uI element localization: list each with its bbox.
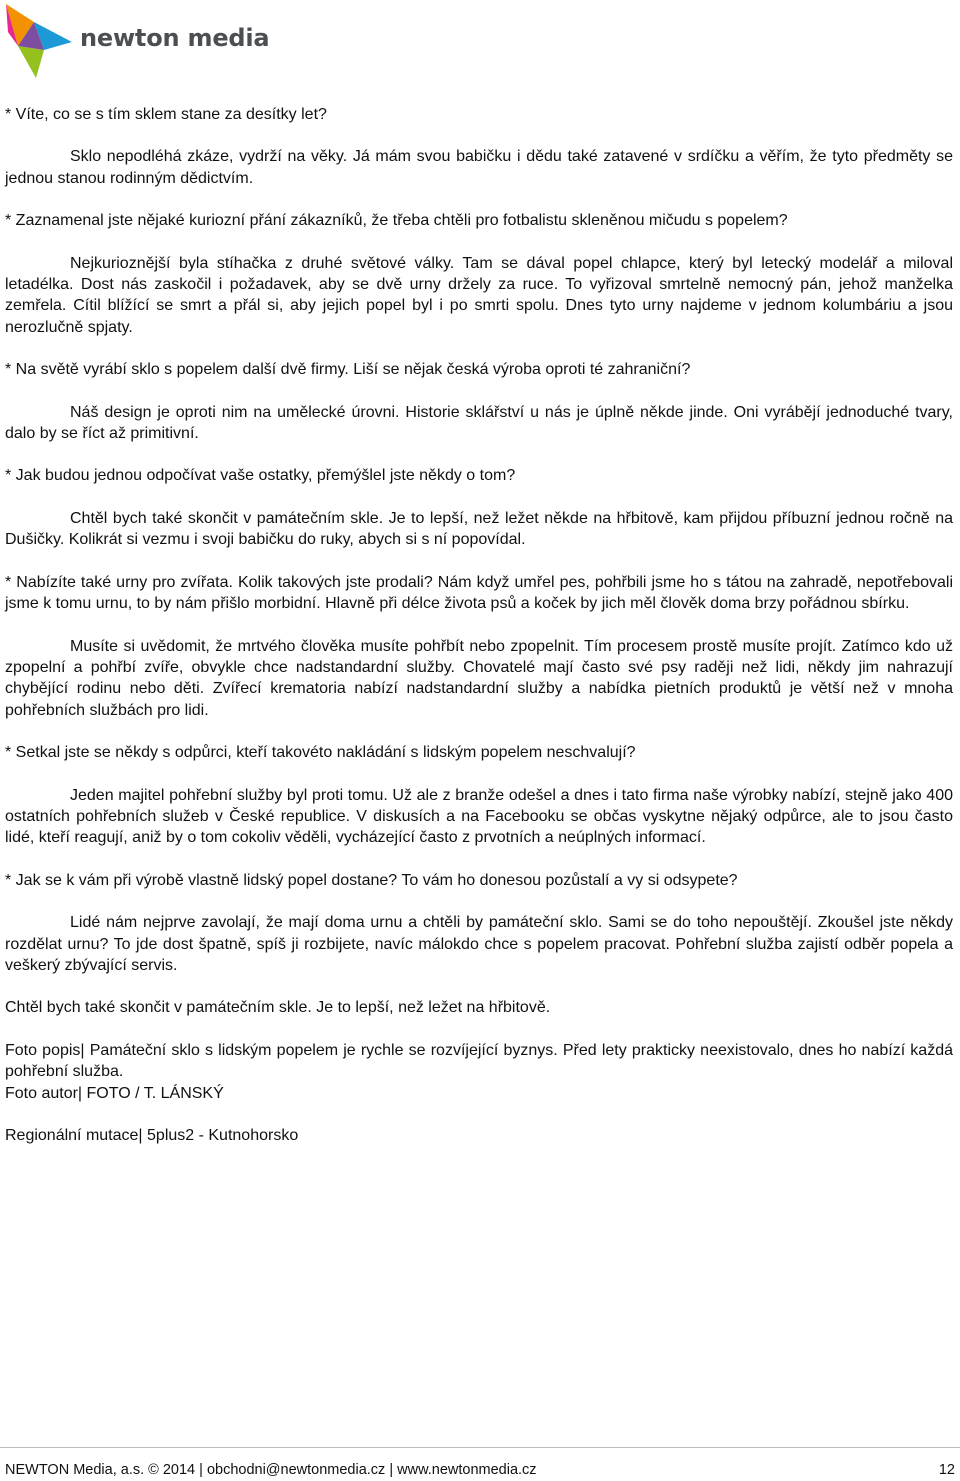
- question-paragraph: * Jak se k vám při výrobě vlastně lidský popel dostane? To vám ho donesou pozůstalí a vy si odsypete?: [5, 871, 738, 889]
- answer-paragraph: Lidé nám nejprve zavolají, že mají doma urnu a chtěli by památeční sklo. Sami se do toho nepouštějí. Zkoušel jste někdy rozdělat urnu? To jde dost špatně, spíš ji rozbijete, navíc málokdo chce s popelem pracovat. Pohřební služba zajistí odběr popela a veškerý zbývající servis.: [5, 914, 953, 974]
- question-paragraph: * Jak budou jednou odpočívat vaše ostatky, přemýšlel jste někdy o tom?: [5, 467, 516, 485]
- newton-media-logo-icon: [4, 2, 76, 80]
- photo-caption: Foto popis| Památeční sklo s lidským popelem je rychle se rozvíjející byznys. Před lety prakticky neexistovalo, dnes ho nabízí každá pohřební služba.: [5, 1041, 953, 1081]
- answer-paragraph: Musíte si uvědomit, že mrtvého člověka musíte pohřbít nebo zpopelnit. Tím procesem prostě musíte projít. Zatímco kdo už zpopelní a pohřbí zvíře, obvykle chce nadstandardní služby. Chovatelé mají často své psy raději než lidi, někdy jim nahrazují chybějící rodinu nebo děti. Zvířecí krematoria nabízí nadstandardní služby a nabídka pietních produktů je větší než v mnoha pohřebních službách pro lidi.: [5, 637, 953, 719]
- question-paragraph: * Setkal jste se někdy s odpůrci, kteří takovéto nakládání s lidským popelem neschvalují?: [5, 744, 636, 762]
- newton-media-logo: [4, 2, 270, 80]
- footer-text: NEWTON Media, a.s. © 2014 | obchodni@newtonmedia.cz | www.newtonmedia.cz: [5, 1462, 537, 1478]
- regional-edition: Regionální mutace| 5plus2 - Kutnohorsko: [5, 1127, 299, 1144]
- answer-paragraph: Náš design je oproti nim na umělecké úrovni. Historie sklářství u nás je úplně někde jinde. Oni vyrábějí jednoduché tvary, dalo by se říct až primitivní.: [5, 403, 953, 443]
- question-paragraph: * Víte, co se s tím sklem stane za desítky let?: [5, 106, 327, 123]
- page-number: 12: [938, 1462, 955, 1478]
- article-body: [5, 104, 953, 1167]
- answer-paragraph: Sklo nepodléhá zkáze, vydrží na věky. Já mám svou babičku i dědu také zatavené v srdíčku a věřím, že tyto předměty se jednou stanou rodinným dědictvím.: [5, 148, 953, 187]
- question-paragraph: * Zaznamenal jste nějaké kuriozní přání zákazníků, že třeba chtěli pro fotbalistu skleněnou mičudu s popelem?: [5, 212, 788, 230]
- footer-divider: [0, 1447, 960, 1448]
- question-paragraph: * Nabízíte také urny pro zvířata. Kolik takových jste prodali? Nám když umřel pes, pohřbili jsme ho s tátou na zahradě, nepotřebovali jsme k tomu urnu, to by nám přišlo morbidní. Hlavně při délce života psů a koček by jich měl člověk doma brzy pořádnou sbírku.: [5, 573, 953, 613]
- photo-author: Foto autor| FOTO / T. LÁNSKÝ: [5, 1084, 224, 1102]
- logo-text: newton media: [80, 24, 270, 52]
- answer-paragraph: Chtěl bych také skončit v památečním skle. Je to lepší, než ležet někde na hřbitově, kam přijdou příbuzní jednou ročně na Dušičky. Kolikrát si vezmu i svoji babičku do ruky, abych si s ní popovídal.: [5, 509, 953, 549]
- question-paragraph: * Na světě vyrábí sklo s popelem další dvě firmy. Liší se nějak česká výroba oproti té zahraniční?: [5, 361, 691, 379]
- answer-paragraph: Jeden majitel pohřební služby byl proti tomu. Už ale z branže odešel a dnes i tato firma naše výrobky nabízí, stejně jako 400 ostatních pohřebních služeb v České republice. V diskusích a na Facebooku se občas vyskytne nějaký odpůrce, ale to jsou často lidé, kteří reagují, aniž by o tom cokoliv věděli, vycházející často z prvotních a neúplných informací.: [5, 786, 953, 847]
- highlight-quote: Chtěl bych také skončit v památečním skle. Je to lepší, než ležet na hřbitově.: [5, 999, 551, 1017]
- page-footer: [5, 1462, 955, 1478]
- answer-paragraph: Nejkurioznější byla stíhačka z druhé světové války. Tam se dával popel chlapce, který byl letecký modelář a miloval letadélka. Dost nás zaskočil i požadavek, aby se dvě urny držely za ruce. To vyřizoval smrtelně nemocný pán, jehož manželka zemřela. Cítil blížící se smrt a přál si, aby jejich popel byl i po smrti spolu. Dnes tyto urny najdeme v jednom kolumbáriu a jsou nerozlučně spjaty.: [5, 254, 953, 336]
